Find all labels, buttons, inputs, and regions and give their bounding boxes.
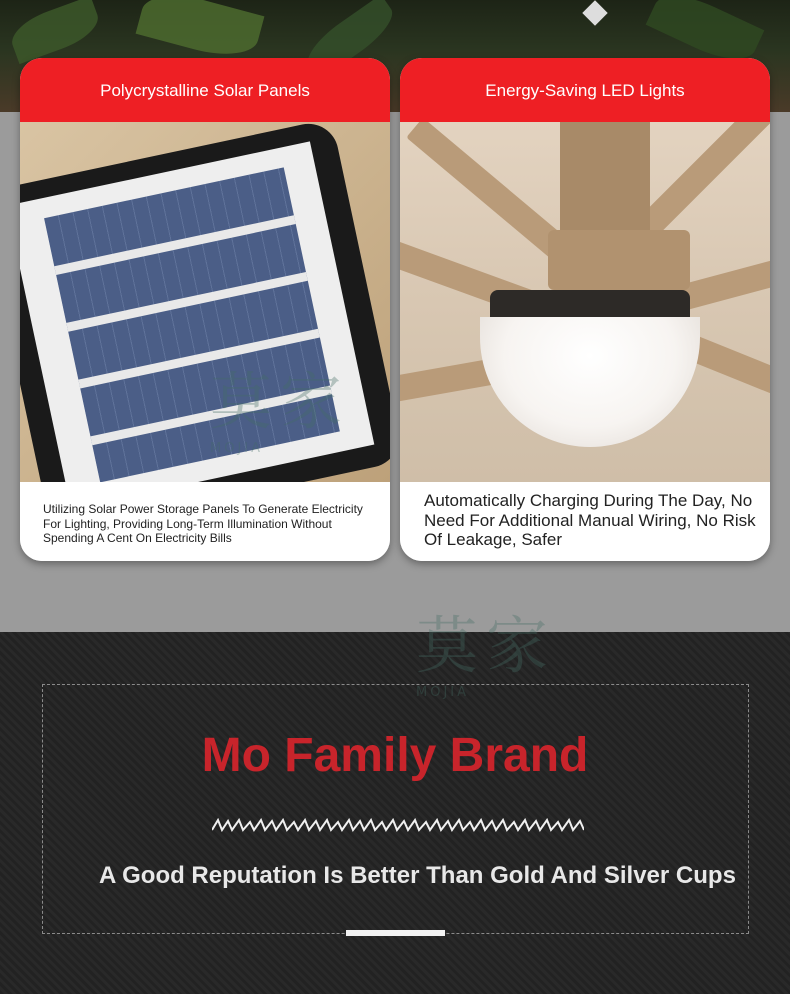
card-description: Automatically Charging During The Day, No Need For Additional Manual Wiring, No Risk Of Leakage, Safer: [424, 491, 756, 549]
brand-title: Mo Family Brand: [201, 729, 589, 782]
card-description-box: [20, 482, 390, 561]
card-description: Utilizing Solar Power Storage Panels To Generate Electricity For Lighting, Providing Long-Term Illumination Without Spending A Cent On Electricity Bills: [43, 502, 363, 545]
decorative-underline: [346, 930, 445, 936]
led-light-image: [400, 122, 770, 482]
card-title: Energy-Saving LED Lights: [400, 58, 770, 122]
feature-card-led: [400, 58, 770, 561]
solar-panel-image: [20, 122, 390, 482]
card-description-box: [400, 482, 770, 561]
brand-frame: [42, 684, 749, 934]
brand-slogan: A Good Reputation Is Better Than Gold And Silver Cups: [99, 862, 736, 889]
decorative-scribble: [212, 818, 584, 832]
card-title: Polycrystalline Solar Panels: [20, 58, 390, 122]
brand-section: [0, 609, 790, 994]
watermark: 莫家 MOJIA: [416, 609, 557, 700]
watermark: 莫家 MOJIA: [210, 365, 351, 456]
feature-card-solar: [20, 58, 390, 561]
